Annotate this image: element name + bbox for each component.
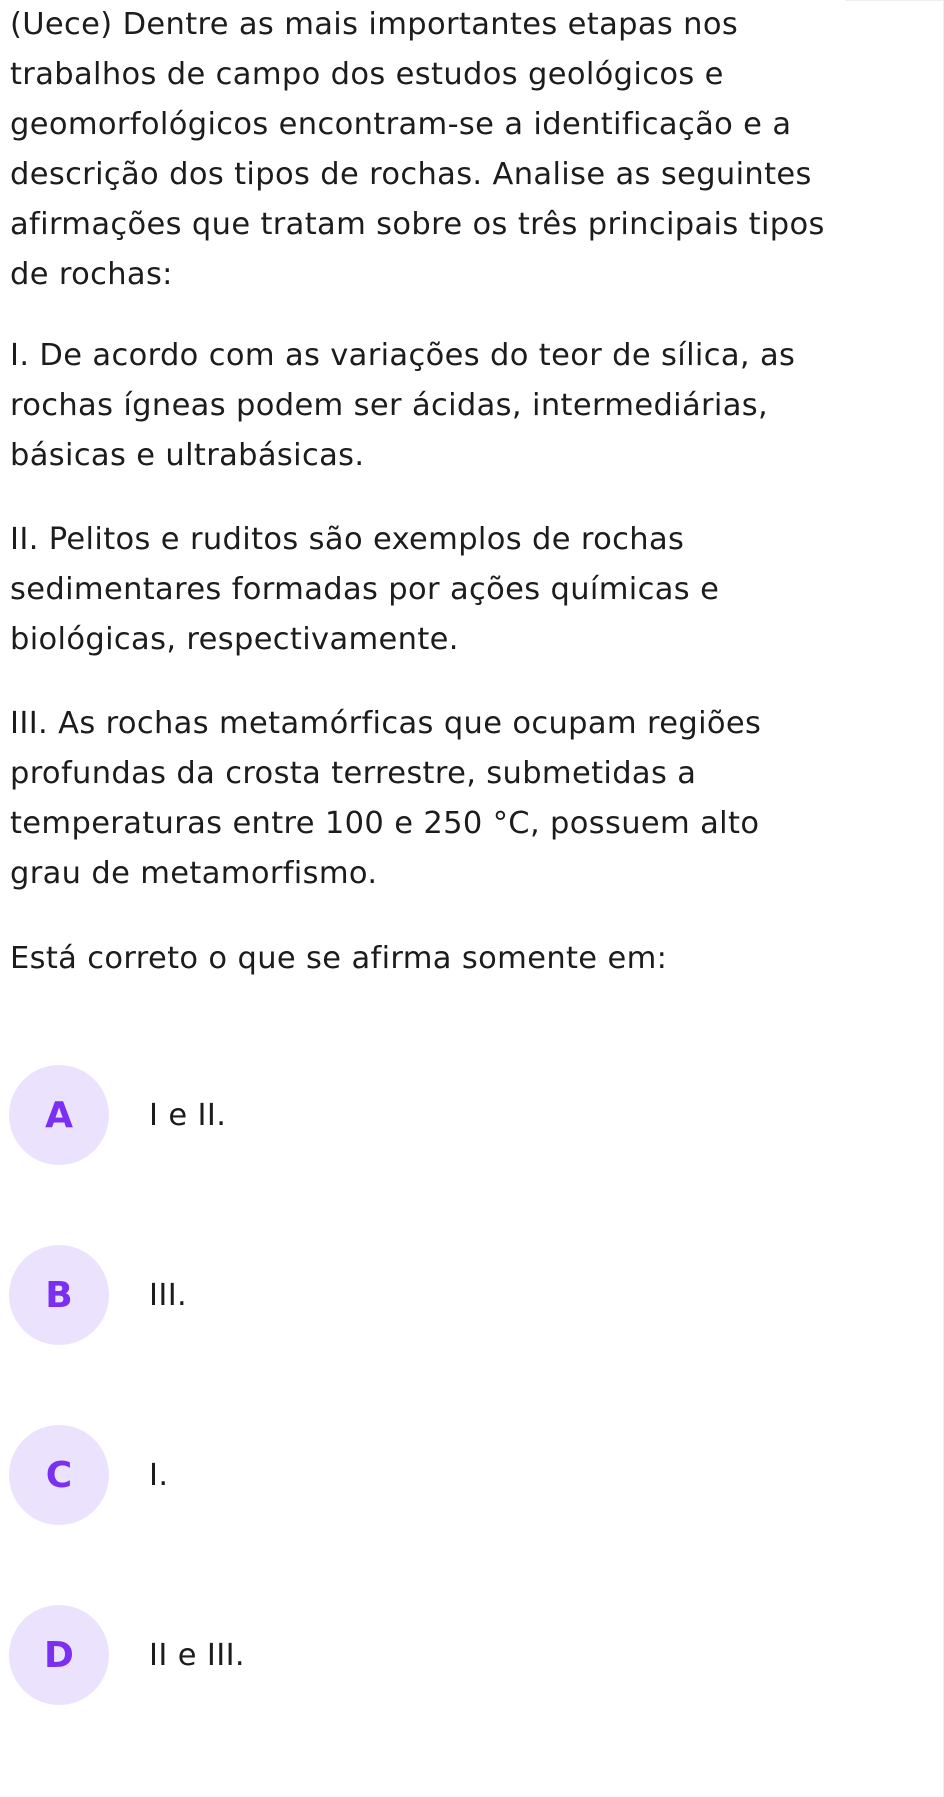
option-a-text: I e II. <box>149 1097 227 1133</box>
question-intro-line: trabalhos de campo dos estudos geológicos e <box>10 57 724 92</box>
question-intro-line: descrição dos tipos de rochas. Analise as seguintes <box>10 157 812 192</box>
option-c[interactable] <box>9 1425 709 1525</box>
option-a-badge[interactable]: A <box>9 1065 109 1165</box>
question-intro-line: de rochas: <box>10 257 173 292</box>
statement-iii-line: grau de metamorfismo. <box>10 856 378 891</box>
statement-ii-line: sedimentares formadas por ações químicas e <box>10 572 720 607</box>
option-d-text: II e III. <box>149 1637 245 1673</box>
option-c-badge[interactable]: C <box>9 1425 109 1525</box>
question-intro-line: geomorfológicos encontram-se a identificação e a <box>10 107 792 142</box>
question-prompt-text: Está correto o que se afirma somente em: <box>10 941 668 976</box>
option-b[interactable] <box>9 1245 709 1345</box>
statement-ii <box>10 515 719 665</box>
statement-i-line: básicas e ultrabásicas. <box>10 438 365 473</box>
question-intro <box>10 0 825 300</box>
question-prompt <box>10 934 667 984</box>
statement-iii <box>10 699 761 899</box>
option-d-badge[interactable]: D <box>9 1605 109 1705</box>
statement-iii-line: III. As rochas metamórficas que ocupam regiões <box>10 706 762 741</box>
statement-ii-line: biológicas, respectivamente. <box>10 622 459 657</box>
statement-iii-line: profundas da crosta terrestre, submetidas a <box>10 756 697 791</box>
statement-i-line: rochas ígneas podem ser ácidas, intermediárias, <box>10 388 769 423</box>
question-intro-line: (Uece) Dentre as mais importantes etapas nos <box>10 7 739 42</box>
option-a[interactable] <box>9 1065 709 1165</box>
statement-iii-line: temperaturas entre 100 e 250 °C, possuem alto <box>10 806 760 841</box>
statement-ii-line: II. Pelitos e ruditos são exemplos de rochas <box>10 522 685 557</box>
option-b-text: III. <box>149 1277 188 1313</box>
option-d[interactable] <box>9 1605 709 1705</box>
statement-i <box>10 331 795 481</box>
option-b-badge[interactable]: B <box>9 1245 109 1345</box>
top-divider <box>845 0 944 1</box>
statement-i-line: I. De acordo com as variações do teor de sílica, as <box>10 338 796 373</box>
option-c-text: I. <box>149 1457 169 1493</box>
question-intro-line: afirmações que tratam sobre os três principais tipos <box>10 207 825 242</box>
